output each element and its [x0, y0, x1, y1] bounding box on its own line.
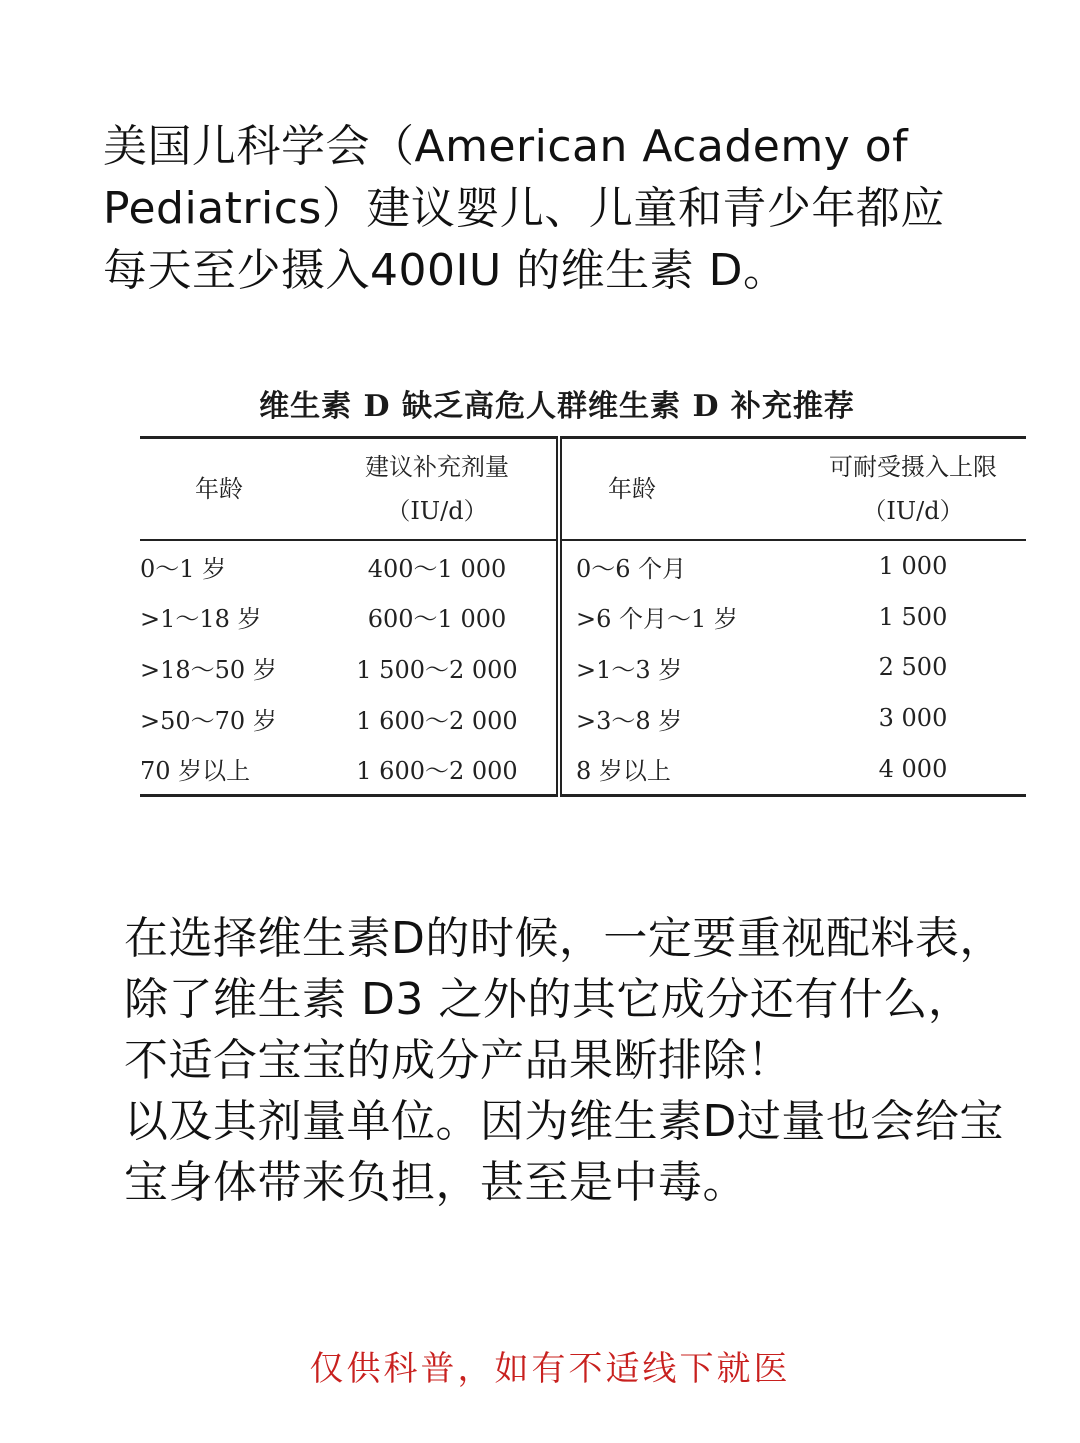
table-row	[140, 592, 1026, 643]
table-row	[140, 642, 1026, 693]
cell-age-right: >3～8 岁	[559, 693, 800, 744]
cell-dose: 1 500～2 000	[356, 655, 518, 684]
header-limit-unit: （IU/d）	[862, 497, 964, 525]
cell-dose: 400～1 000	[367, 554, 507, 583]
outro-paragraph-2: 以及其剂量单位。因为维生素D过量也会给宝宝身体带来负担，甚至是中毒。	[124, 1096, 1004, 1208]
header-dose	[318, 438, 559, 541]
cell-age-right: >6 个月～1 岁	[559, 592, 800, 643]
cell-limit: 2 500	[878, 653, 948, 682]
table-title: 维生素 D 缺乏高危人群维生素 D 补充推荐	[259, 389, 855, 424]
cell-dose: 600～1 000	[367, 605, 507, 634]
header-age-left: 年龄	[195, 475, 243, 503]
cell-age-right: >1～3 岁	[559, 642, 800, 693]
table-header-row	[140, 438, 1026, 541]
table-row	[140, 693, 1026, 744]
cell-age-left: 0～1 岁	[140, 554, 227, 583]
cell-age-left: >1～18 岁	[140, 605, 262, 634]
vitamin-d-recommendation-table	[140, 436, 1026, 797]
cell-limit: 4 000	[878, 754, 948, 783]
cell-age-right: 0～6 个月	[559, 540, 800, 592]
table-row	[140, 540, 1026, 592]
vitamin-d-table-block	[140, 384, 997, 797]
outro-paragraph-1: 在选择维生素D的时候，一定要重视配料表，除了维生素 D3 之外的其它成分还有什么，不适合宝宝的成分产品果断排除！	[124, 913, 1004, 1086]
cell-age-left: >50～70 岁	[140, 706, 277, 735]
cell-limit: 1 000	[878, 552, 948, 581]
cell-dose: 1 600～2 000	[356, 757, 518, 786]
intro-paragraph: 美国儿科学会（American Academy of Pediatrics）建议婴儿、儿童和青少年都应每天至少摄入400IU 的维生素 D。	[103, 121, 945, 296]
cell-limit: 3 000	[878, 704, 948, 733]
header-dose-unit: （IU/d）	[386, 497, 488, 525]
header-limit-label: 可耐受摄入上限	[829, 453, 997, 481]
cell-age-left: 70 岁以上	[140, 757, 251, 786]
disclaimer-notice: 仅供科普，如有不适线下就医	[309, 1349, 791, 1389]
cell-age-right: 8 岁以上	[559, 743, 800, 795]
table-row	[140, 743, 1026, 795]
outro-text	[124, 908, 1004, 1213]
header-limit	[800, 438, 1026, 541]
cell-age-left: >18～50 岁	[140, 655, 277, 684]
cell-limit: 1 500	[878, 602, 948, 631]
header-age-right: 年龄	[559, 438, 800, 541]
header-dose-label: 建议补充剂量	[365, 453, 509, 481]
cell-dose: 1 600～2 000	[356, 706, 518, 735]
